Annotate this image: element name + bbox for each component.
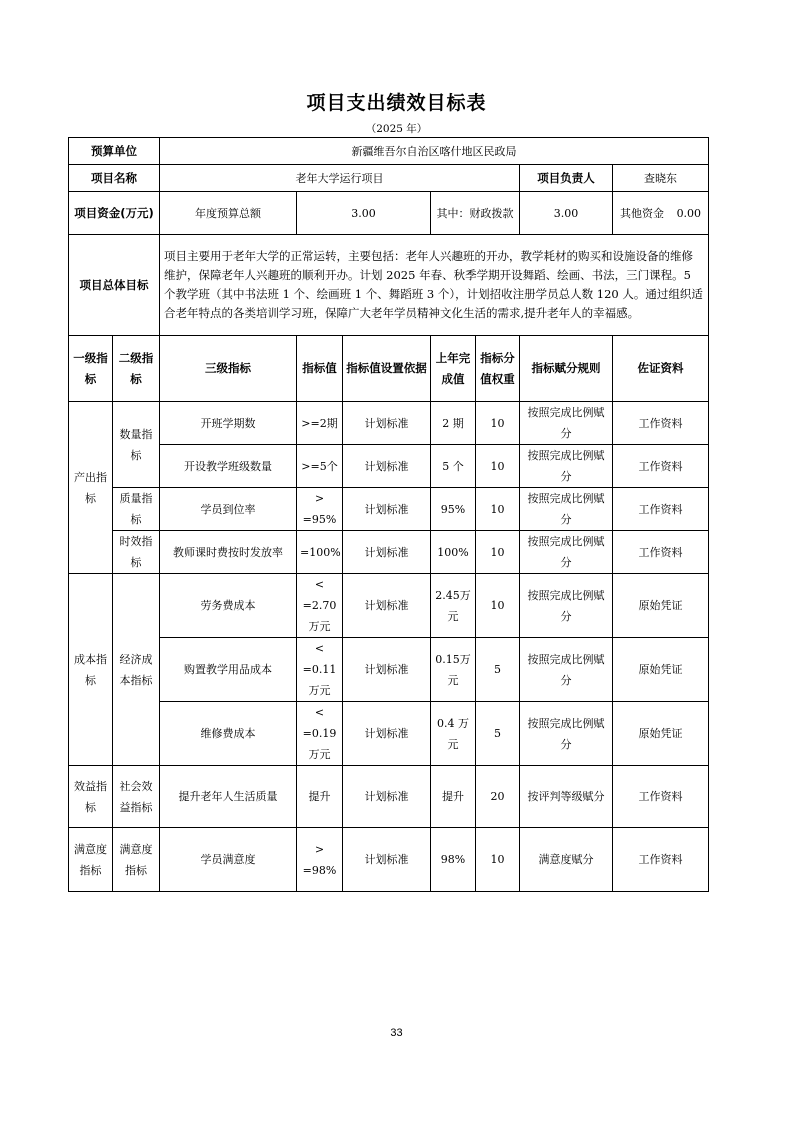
rule-cell: 按照完成比例赋分: [520, 445, 613, 488]
annual-budget-value: 3.00: [297, 192, 431, 235]
annual-budget-label: 年度预算总额: [160, 192, 297, 235]
budget-unit-value: 新疆维吾尔自治区喀什地区民政局: [160, 138, 709, 165]
col-basis: 指标值设置依据: [343, 336, 431, 402]
level3-cell: 学员到位率: [160, 488, 297, 531]
evidence-cell: 工作资料: [613, 766, 709, 828]
value-cell: >=5个: [297, 445, 343, 488]
group-benefit: 效益指标: [69, 766, 113, 828]
basis-cell: 计划标准: [343, 402, 431, 445]
fiscal-value: 3.00: [520, 192, 613, 235]
weight-cell: 20: [476, 766, 520, 828]
budget-unit-label: 预算单位: [69, 138, 160, 165]
col-value: 指标值: [297, 336, 343, 402]
owner-value: 查晓东: [613, 165, 709, 192]
last-year-cell: 2.45万元: [431, 574, 476, 638]
goal-text: 项目主要用于老年大学的正常运转，主要包括：老年人兴趣班的开办，教学耗材的购买和设施设备的维修维护，保障老年人兴趣班的顺利开办。计划 2025 年春、秋季学期开设舞蹈、绘画、书法，三门课程。5 个教学班（其中书法班 1 个、绘画班 1 个、舞蹈班 3 个），计划招收注册学员总人数 120 人。通过组织适合老年特点的各类培训学习班，保障广大老年学员精神文化生活的需求,提升老年人的幸福感。: [160, 235, 709, 336]
level3-cell: 劳务费成本: [160, 574, 297, 638]
last-year-cell: 95%: [431, 488, 476, 531]
last-year-cell: 100%: [431, 531, 476, 574]
last-year-cell: 2 期: [431, 402, 476, 445]
table-row: [69, 531, 709, 574]
funds-label: 项目资金(万元): [69, 192, 160, 235]
level3-cell: 开班学期数: [160, 402, 297, 445]
table-row: [69, 702, 709, 766]
table-row: [69, 445, 709, 488]
basis-cell: 计划标准: [343, 488, 431, 531]
last-year-cell: 0.4 万元: [431, 702, 476, 766]
rule-cell: 按照完成比例赋分: [520, 638, 613, 702]
value-cell: > =98%: [297, 828, 343, 892]
rule-cell: 按照完成比例赋分: [520, 702, 613, 766]
group-quality: 质量指标: [113, 488, 160, 531]
table-row: [69, 638, 709, 702]
col-weight: 指标分值权重: [476, 336, 520, 402]
basis-cell: 计划标准: [343, 638, 431, 702]
level3-cell: 学员满意度: [160, 828, 297, 892]
group-cost: 成本指标: [69, 574, 113, 766]
basis-cell: 计划标准: [343, 702, 431, 766]
rule-cell: 按评判等级赋分: [520, 766, 613, 828]
evidence-cell: 工作资料: [613, 488, 709, 531]
table-row: [69, 766, 709, 828]
level3-cell: 提升老年人生活质量: [160, 766, 297, 828]
weight-cell: 10: [476, 445, 520, 488]
value-cell: < =0.19万元: [297, 702, 343, 766]
weight-cell: 10: [476, 488, 520, 531]
other-funds-cell: [613, 192, 709, 235]
level3-cell: 开设教学班级数量: [160, 445, 297, 488]
group-satisfaction: 满意度指标: [69, 828, 113, 892]
group-timeliness: 时效指标: [113, 531, 160, 574]
goal-label: 项目总体目标: [69, 235, 160, 336]
col-evidence: 佐证资料: [613, 336, 709, 402]
table-row: [69, 488, 709, 531]
other-value: 0.00: [676, 206, 702, 220]
col-rule: 指标赋分规则: [520, 336, 613, 402]
group-social-benefit: 社会效益指标: [113, 766, 160, 828]
value-cell: < =2.70万元: [297, 574, 343, 638]
year-label: （2025 年）: [365, 123, 428, 135]
evidence-cell: 原始凭证: [613, 702, 709, 766]
weight-cell: 5: [476, 638, 520, 702]
evidence-cell: 工作资料: [613, 402, 709, 445]
last-year-cell: 98%: [431, 828, 476, 892]
level3-cell: 维修费成本: [160, 702, 297, 766]
level3-cell: 教师课时费按时发放率: [160, 531, 297, 574]
rule-cell: 按照完成比例赋分: [520, 531, 613, 574]
col-level2: 二级指标: [113, 336, 160, 402]
weight-cell: 10: [476, 828, 520, 892]
page-title: 项目支出绩效目标表: [306, 92, 487, 114]
rule-cell: 按照完成比例赋分: [520, 488, 613, 531]
last-year-cell: 0.15万元: [431, 638, 476, 702]
table-row: [69, 828, 709, 892]
group-output: 产出指标: [69, 402, 113, 574]
evidence-cell: 原始凭证: [613, 574, 709, 638]
last-year-cell: 提升: [431, 766, 476, 828]
basis-cell: 计划标准: [343, 766, 431, 828]
evidence-cell: 工作资料: [613, 531, 709, 574]
basis-cell: 计划标准: [343, 531, 431, 574]
weight-cell: 10: [476, 574, 520, 638]
evidence-cell: 工作资料: [613, 445, 709, 488]
value-cell: > =95%: [297, 488, 343, 531]
basis-cell: 计划标准: [343, 445, 431, 488]
owner-label: 项目负责人: [520, 165, 613, 192]
evidence-cell: 原始凭证: [613, 638, 709, 702]
group-quantity: 数量指标: [113, 402, 160, 488]
col-last-year: 上年完成值: [431, 336, 476, 402]
rule-cell: 按照完成比例赋分: [520, 574, 613, 638]
basis-cell: 计划标准: [343, 574, 431, 638]
fiscal-label: 其中：财政拨款: [431, 192, 520, 235]
project-name-value: 老年大学运行项目: [160, 165, 520, 192]
weight-cell: 10: [476, 402, 520, 445]
last-year-cell: 5 个: [431, 445, 476, 488]
value-cell: =100%: [297, 531, 343, 574]
rule-cell: 满意度赋分: [520, 828, 613, 892]
value-cell: >=2期: [297, 402, 343, 445]
col-level3: 三级指标: [160, 336, 297, 402]
evidence-cell: 工作资料: [613, 828, 709, 892]
group-satisfaction-sub: 满意度指标: [113, 828, 160, 892]
page-number: 33: [390, 1027, 403, 1039]
table-row: [69, 574, 709, 638]
table-row: [69, 402, 709, 445]
group-economic-cost: 经济成本指标: [113, 574, 160, 766]
rule-cell: 按照完成比例赋分: [520, 402, 613, 445]
weight-cell: 5: [476, 702, 520, 766]
value-cell: < =0.11万元: [297, 638, 343, 702]
performance-target-table: [68, 137, 709, 892]
weight-cell: 10: [476, 531, 520, 574]
value-cell: 提升: [297, 766, 343, 828]
col-level1: 一级指标: [69, 336, 113, 402]
other-label: 其他资金: [620, 206, 664, 220]
level3-cell: 购置教学用品成本: [160, 638, 297, 702]
project-name-label: 项目名称: [69, 165, 160, 192]
basis-cell: 计划标准: [343, 828, 431, 892]
